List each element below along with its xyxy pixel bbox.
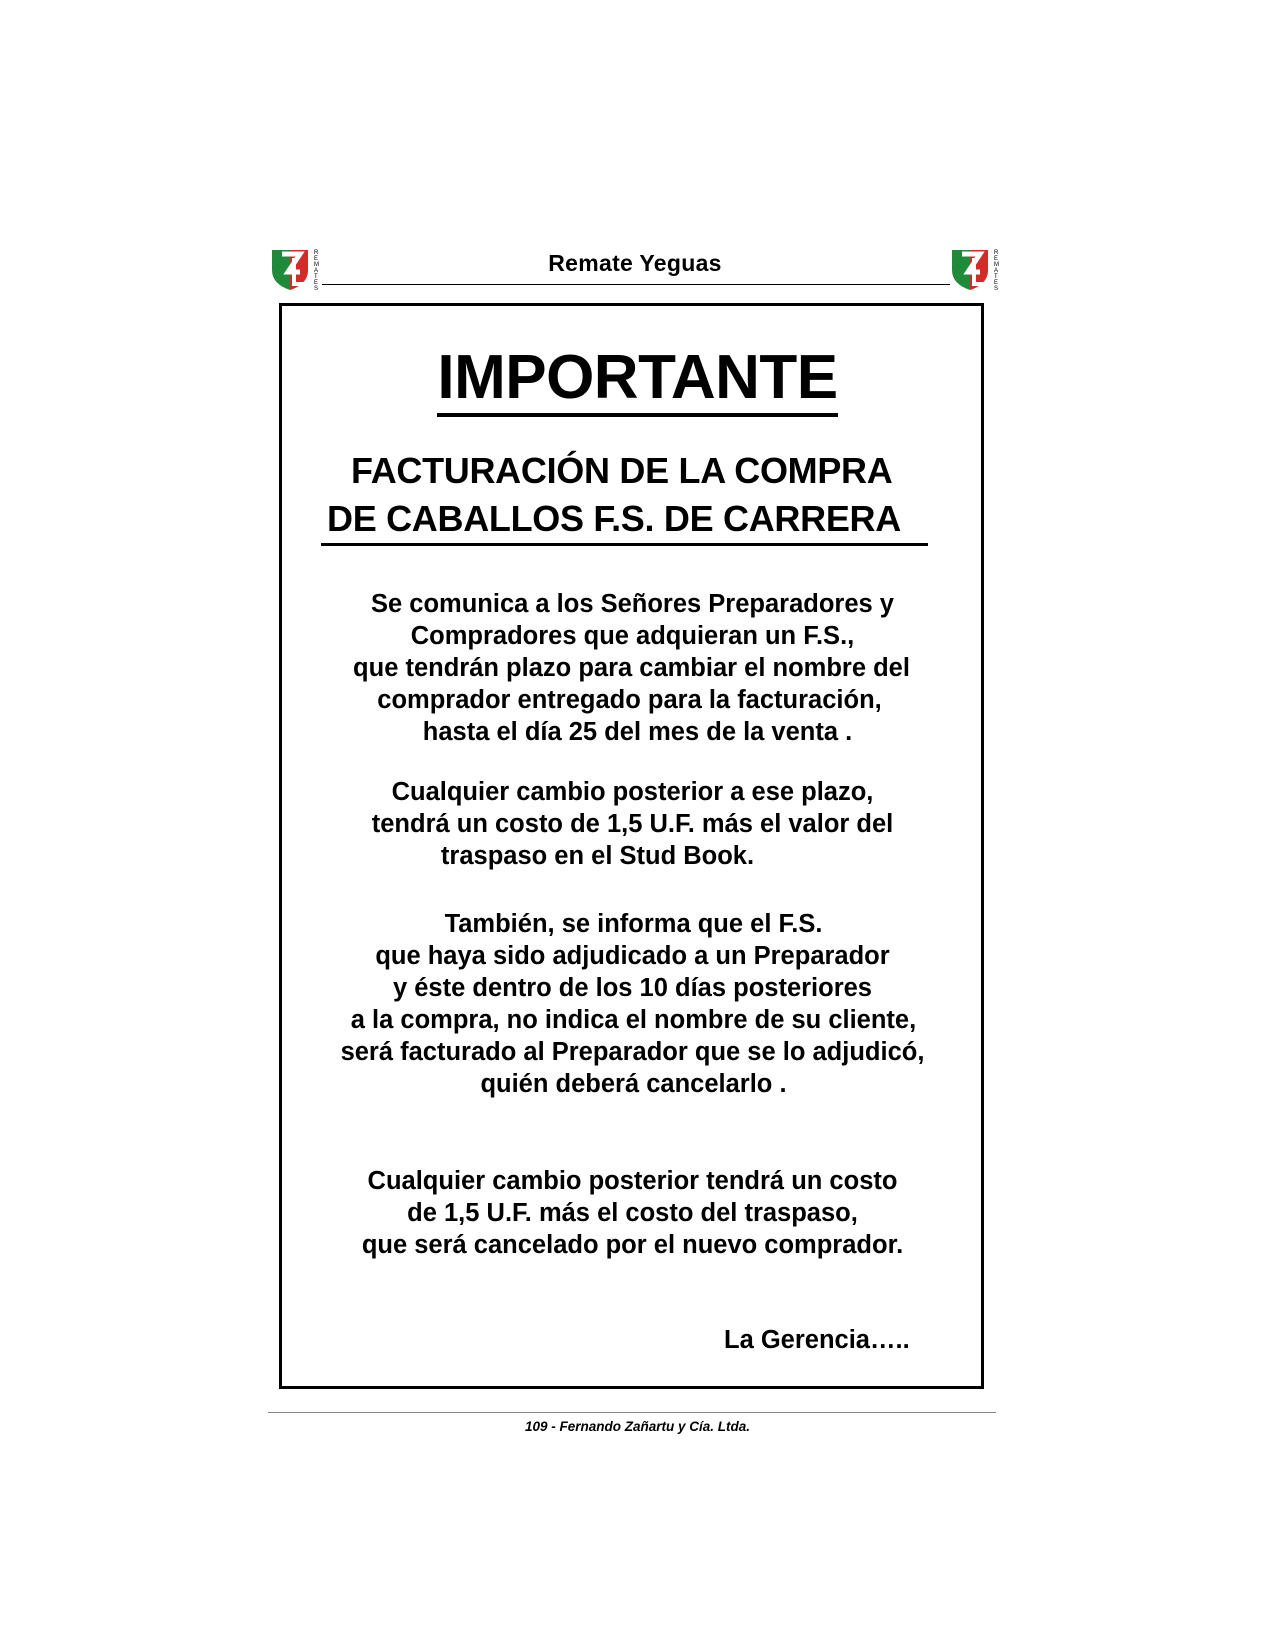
svg-text:A: A — [314, 268, 319, 274]
svg-text:A: A — [994, 268, 999, 274]
notice-subtitle-line-1: FACTURACIÓN DE LA COMPRA — [351, 450, 893, 491]
signature: La Gerencia….. — [724, 1326, 910, 1354]
svg-text:S: S — [314, 286, 319, 292]
svg-text:E: E — [994, 280, 999, 286]
svg-text:T: T — [314, 274, 318, 280]
zl-remates-logo-icon — [950, 244, 1002, 292]
svg-text:T: T — [994, 274, 998, 280]
notice-title-text: IMPORTANTE — [437, 343, 837, 417]
company-logo-left — [270, 244, 322, 292]
paragraph-line: tendrá un costo de 1,5 U.F. más el valor del — [371, 810, 894, 838]
page-header-title: Remate Yeguas — [548, 250, 722, 276]
paragraph-line: También, se informa que el F.S. — [444, 910, 823, 938]
paragraph-line: hasta el día 25 del mes de la venta . — [422, 718, 853, 746]
svg-text:M: M — [994, 262, 999, 268]
paragraph-name-change-deadline — [0, 588, 1275, 748]
paragraph-line: que tendrán plazo para cambiar el nombre del — [353, 654, 910, 682]
paragraph-line: Cualquier cambio posterior tendrá un costo — [367, 1167, 898, 1195]
svg-text:E: E — [314, 280, 319, 286]
subtitle-underline — [321, 543, 928, 546]
paragraph-line: a la compra, no indica el nombre de su cliente, — [350, 1006, 917, 1034]
paragraph-line: Compradores que adquieran un F.S., — [410, 622, 855, 650]
paragraph-line: quién deberá cancelarlo . — [480, 1070, 787, 1098]
notice-subtitle-line-2: DE CABALLOS F.S. DE CARRERA — [327, 498, 901, 539]
paragraph-late-change-cost — [0, 776, 1275, 872]
svg-text:M: M — [314, 262, 319, 268]
paragraph-line: Cualquier cambio posterior a ese plazo, — [391, 778, 874, 806]
paragraph-line: Se comunica a los Señores Preparadores y — [371, 590, 894, 618]
paragraph-line: y éste dentro de los 10 días posteriores — [392, 974, 872, 1002]
paragraph-line: traspaso en el Stud Book. — [440, 842, 755, 870]
zl-remates-logo-icon — [270, 244, 322, 292]
paragraph-line: comprador entregado para la facturación, — [377, 686, 882, 714]
header-divider — [322, 284, 950, 285]
svg-text:R: R — [994, 250, 999, 256]
svg-text:E: E — [314, 256, 319, 262]
svg-text:R: R — [314, 250, 319, 256]
paragraph-line: que haya sido adjudicado a un Preparador — [375, 942, 890, 970]
paragraph-trainer-billing — [0, 908, 1275, 1100]
footer-divider — [268, 1412, 996, 1413]
svg-text:E: E — [994, 256, 999, 262]
notice-title — [0, 342, 1275, 413]
paragraph-line: de 1,5 U.F. más el costo del traspaso, — [407, 1199, 858, 1227]
company-logo-right — [950, 244, 1002, 292]
svg-text:S: S — [994, 286, 999, 292]
page-footer: 109 - Fernando Zañartu y Cía. Ltda. — [524, 1419, 751, 1434]
paragraph-line: que será cancelado por el nuevo comprador. — [361, 1231, 904, 1259]
paragraph-line: será facturado al Preparador que se lo adjudicó, — [340, 1038, 925, 1066]
paragraph-later-change-cost — [0, 1165, 1275, 1261]
